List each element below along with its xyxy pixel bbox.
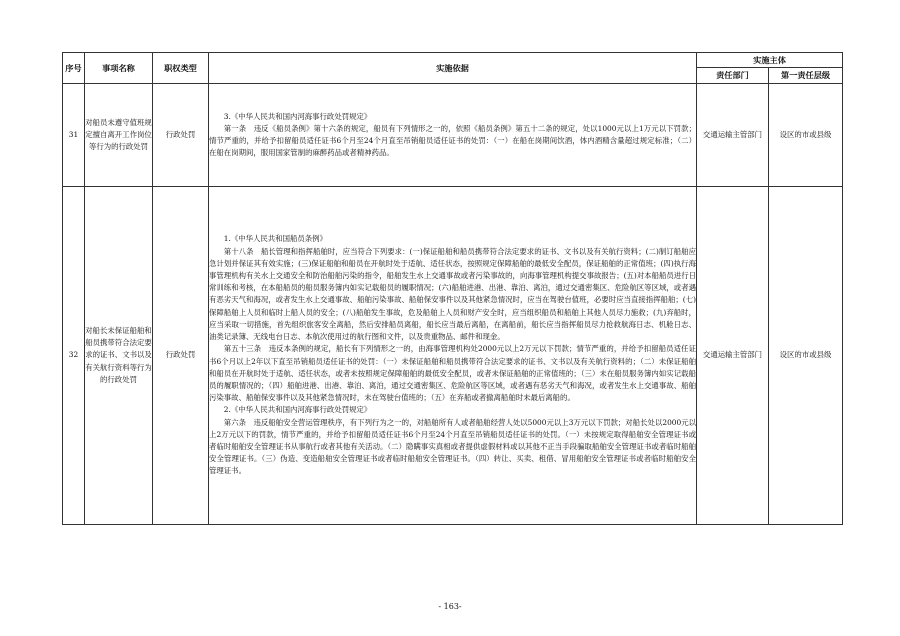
row-basis <box>209 84 697 187</box>
row-dept: 交通运输主管部门 <box>697 187 769 525</box>
header-name: 事项名称 <box>85 53 153 84</box>
header-level: 第一责任层级 <box>769 68 843 84</box>
row-item-name: 对船员未遵守值班规定擅自离开工作岗位等行为的行政处罚 <box>85 84 153 187</box>
table-row <box>63 84 843 187</box>
basis-paragraph: 第五十三条 违反本条例的规定，船长有下列情形之一的，由海事管理机构处2000元以上2万元以下罚款；情节严重的，并给予扣留船员适任证书6个月以上2年以下直至吊销船员适任证书的处罚：（一）未保证船舶和船员携带符合法定要求的证书、文书以及有关航行资料的；（二）未保证船舶和船员在开航时处于适航、适任状态，或者未按照规定保障船舶的最低安全配员，或者未保证船舶的正常值班的；（三）未在船员服务簿内如实记载船员的履职情况的；（四）船舶进港、出港、靠泊、离泊，通过交通密集区、危险航区等区域，或者遇有恶劣天气和海况，或者发生水上交通事故、船舶污染事故、船舶保安事件以及其他紧急情况时，未在驾驶台值班的；（五）在弃船或者撤离船舶时未最后离船的。 <box>209 344 696 403</box>
basis-paragraph: 2.《中华人民共和国内河海事行政处罚规定》 <box>223 405 372 415</box>
header-subject: 实施主体 <box>697 53 843 68</box>
row-dept: 交通运输主管部门 <box>697 84 769 187</box>
row-level: 设区的市或县级 <box>769 187 843 525</box>
row-item-name: 对船长未保证船舶和船员携带符合法定要求的证书、文书以及有关航行资料等行为的行政处罚 <box>85 187 153 525</box>
row-type: 行政处罚 <box>153 187 209 525</box>
row-type: 行政处罚 <box>153 84 209 187</box>
page-number: - 163- <box>438 602 462 611</box>
basis-paragraph: 1.《中华人民共和国船员条例》 <box>223 234 327 244</box>
basis-paragraph: 第十八条 船长管理和指挥船舶时，应当符合下列要求：(一)保证船舶和船员携带符合法定要求的证书、文书以及有关航行资料；(二)制订船舶应急计划并保证其有效实施；(三)保证船舶和船员在开航时处于适航、适任状态，按照规定保障船舶的最低安全配员，保证船舶的正常值班；(四)执行海事管理机构有关水上交通安全和防治船舶污染的指令，船舶发生水上交通事故或者污染事故的，向海事管理机构提交事故报告；(五)对本船船员进行日常训练和考核，在本船船员的船员服务簿内如实记载船员的履职情况；(六)船舶进港、出港、靠泊、离泊，通过交通密集区、危险航区等区域，或者遇有恶劣天气和海况，或者发生水上交通事故、船舶污染事故、船舶保安事件以及其他紧急情况时，应当在驾驶台值班，必要时应当直接指挥船舶；(七)保障船舶上人员和临时上船人员的安全；(八)船舶发生事故，危及船舶上人员和财产安全时，应当组织船员和船舶上其他人员尽力施救；(九)弃船时，应当采取一切措施，首先组织旅客安全离船，然后安排船员离船，船长应当最后离船，在离船前，船长应当指挥船员尽力抢救航海日志、机舱日志、油类记录簿、无线电台日志、本航次使用过的航行图和文件，以及贵重物品、邮件和现金。 <box>209 246 696 342</box>
basis-paragraph: 第一条 违反《船员条例》第十六条的规定，船员有下列情形之一的，依照《船员条例》第五十二条的规定，处以1000元以上1万元以下罚款；情节严重的，并给予扣留船员适任证书6个月至24个月直至吊销船员适任证书的处罚：（一）在船在岗期间饮酒，体内酒精含量超过规定标准；（二）在船在岗期间，服用国家管制的麻醉药品或者精神药品。 <box>209 123 696 158</box>
basis-paragraph: 3.《中华人民共和国内河海事行政处罚规定》 <box>223 111 372 121</box>
row-basis <box>209 187 697 525</box>
header-type: 职权类型 <box>153 53 209 84</box>
row-seq: 31 <box>63 84 85 187</box>
header-seq: 序号 <box>63 53 85 84</box>
table-row <box>63 187 843 525</box>
header-dept: 责任部门 <box>697 68 769 84</box>
basis-paragraph: 第六条 违反船舶安全营运管理秩序，有下列行为之一的，对船舶所有人或者船舶经营人处以5000元以上3万元以下罚款；对船长处以2000元以上2万元以下的罚款，情节严重的，并给予扣留船员适任证书6个月至24个月直至吊销船员适任证书的处罚。（一）未按规定取得船舶安全管理证书或者临时船舶安全管理证书从事航行或者其他有关活动。（二）隐瞒事实真相或者提供虚假材料或以其他不正当手段骗取船舶安全管理证书或者临时船舶安全管理证书。（三）伪造、变造船舶安全管理证书或者临时船舶安全管理证书。（四）转让、买卖、租借、冒用船舶安全管理证书或者临时船舶安全管理证书。 <box>209 417 696 476</box>
row-level: 设区的市或县级 <box>769 84 843 187</box>
row-seq: 32 <box>63 187 85 525</box>
header-basis: 实施依据 <box>209 53 697 84</box>
enforcement-table <box>62 52 843 525</box>
